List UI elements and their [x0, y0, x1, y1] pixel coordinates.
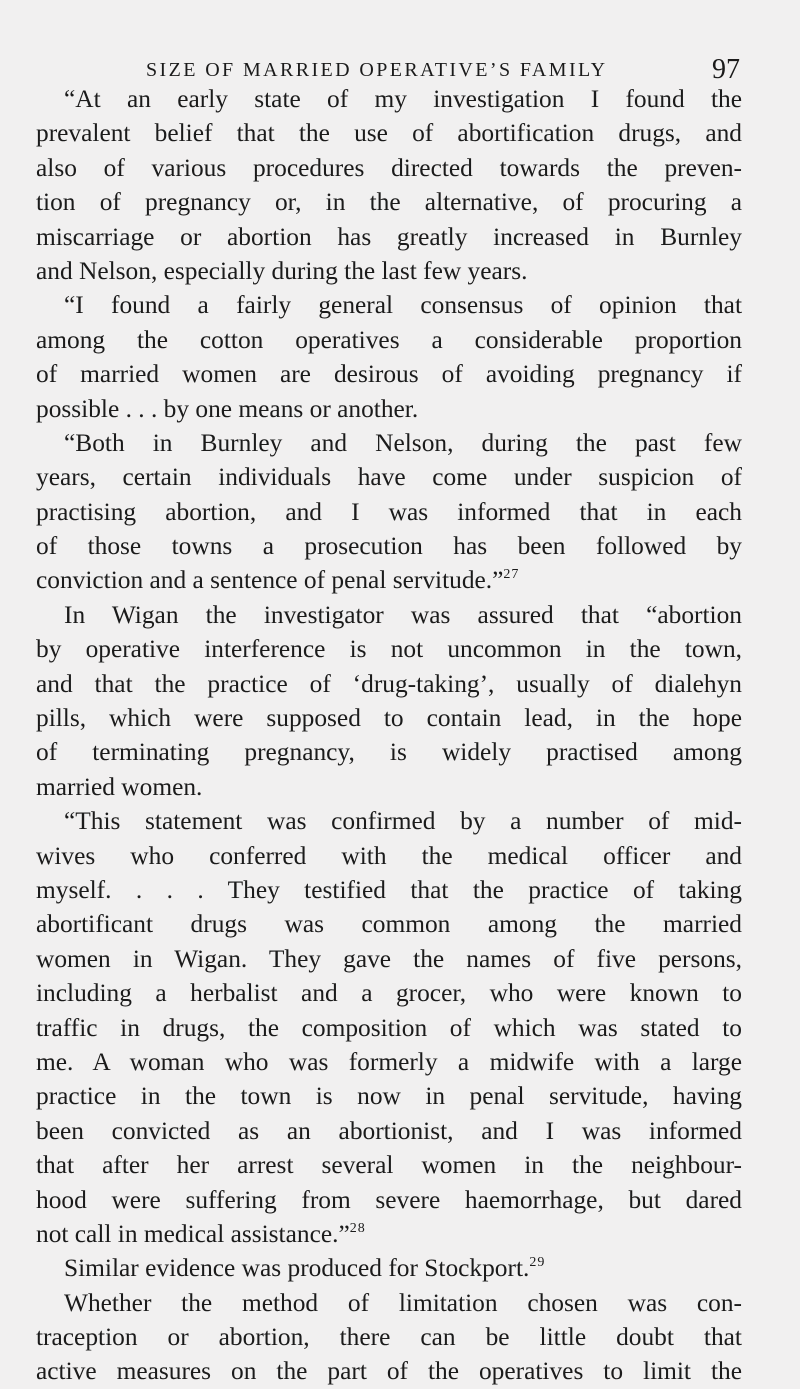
- text-line: [36, 632, 742, 666]
- text-line-content: prevalent belief that the use of abortification drugs, and: [36, 119, 742, 148]
- text-line: [36, 288, 742, 322]
- text-line: [36, 839, 742, 873]
- text-line-content: practice in the town is now in penal servitude, having: [36, 1082, 742, 1111]
- text-line: [36, 770, 742, 804]
- text-line-content: of terminating pregnancy, is widely practised among: [36, 738, 742, 767]
- text-line-content: years, certain individuals have come under suspicion of: [36, 463, 742, 492]
- text-line: [36, 1217, 742, 1251]
- text-line: [36, 392, 742, 426]
- text-line: [36, 495, 742, 529]
- text-line: [36, 907, 742, 941]
- text-line: [36, 116, 742, 150]
- text-line: [36, 701, 742, 735]
- text-line: [36, 942, 742, 976]
- footnote-reference: 27: [503, 567, 520, 583]
- text-line: [36, 151, 742, 185]
- text-line-content: “Both in Burnley and Nelson, during the past few: [64, 428, 742, 457]
- text-line: [36, 1183, 742, 1217]
- text-line: [36, 598, 742, 632]
- text-line: [36, 1045, 742, 1079]
- text-line: [36, 563, 742, 597]
- text-line: [36, 1320, 742, 1354]
- body-text: [36, 82, 742, 1389]
- text-line: [36, 1011, 742, 1045]
- text-line-content: hood were suffering from severe haemorrhage, but dared: [36, 1185, 742, 1214]
- text-line-content: Whether the method of limitation chosen was con-: [64, 1288, 742, 1317]
- text-line: [36, 1286, 742, 1320]
- text-line-content: “At an early state of my investigation I found the: [64, 85, 742, 113]
- text-line: [36, 220, 742, 254]
- text-line: [36, 1114, 742, 1148]
- text-line: [36, 804, 742, 838]
- text-line: [36, 254, 742, 288]
- footnote-reference: 28: [349, 1220, 366, 1236]
- text-line-content: married women.: [36, 772, 203, 801]
- text-line: [36, 873, 742, 907]
- page-number: 97: [712, 54, 740, 85]
- text-line-content: possible . . . by one means or another.: [36, 394, 419, 423]
- text-line: [36, 460, 742, 494]
- text-line: [36, 1354, 742, 1388]
- text-line-content: tion of pregnancy or, in the alternative, of procuring a: [36, 188, 742, 217]
- text-line-content: of married women are desirous of avoiding pregnancy if: [36, 360, 742, 389]
- text-line: [36, 185, 742, 219]
- text-line-content: and that the practice of ‘drug-taking’, usually of dialehyn: [36, 669, 742, 698]
- text-line-content: by operative interference is not uncommon in the town,: [36, 635, 742, 664]
- text-line-content: practising abortion, and I was informed that in each: [36, 497, 742, 526]
- text-line: [36, 529, 742, 563]
- text-line: [36, 1251, 742, 1285]
- text-line-content: traffic in drugs, the composition of which was stated to: [36, 1013, 742, 1042]
- text-line-content: of those towns a prosecution has been followed by: [36, 532, 742, 561]
- text-line-content: that after her arrest several women in the neighbour-: [36, 1151, 742, 1180]
- text-line-content: “This statement was confirmed by a number of mid-: [64, 807, 742, 836]
- text-line: [36, 976, 742, 1010]
- text-line-content: miscarriage or abortion has greatly increased in Burnley: [36, 222, 742, 251]
- text-line: [36, 1079, 742, 1113]
- text-line-content: and Nelson, especially during the last few years.: [36, 256, 528, 285]
- text-line: [36, 1148, 742, 1182]
- text-line-content: women in Wigan. They gave the names of five persons,: [36, 944, 742, 973]
- text-line-content: been convicted as an abortionist, and I was informed: [36, 1116, 742, 1145]
- text-line-content: not call in medical assistance.”: [36, 1219, 350, 1248]
- text-line-content: including a herbalist and a grocer, who were known to: [36, 979, 742, 1008]
- text-line: [36, 667, 742, 701]
- text-line-content: “I found a fairly general consensus of opinion that: [64, 291, 742, 320]
- text-line-content: Similar evidence was produced for Stockport.: [64, 1254, 530, 1283]
- text-line-content: traception or abortion, there can be little doubt that: [36, 1323, 742, 1352]
- footnote-reference: 29: [529, 1255, 546, 1271]
- text-line-content: among the cotton operatives a considerable proportion: [36, 325, 742, 354]
- text-line: [36, 323, 742, 357]
- text-line: [36, 82, 742, 116]
- text-line-content: conviction and a sentence of penal servitude.”: [36, 566, 504, 595]
- text-line-content: also of various procedures directed towards the preven-: [36, 153, 742, 182]
- text-line-content: me. A woman who was formerly a midwife with a large: [36, 1047, 742, 1076]
- text-line-content: abortificant drugs was common among the married: [36, 910, 742, 939]
- text-line: [36, 426, 742, 460]
- text-line-content: In Wigan the investigator was assured that “abortion: [64, 600, 742, 629]
- text-line-content: myself. . . . They testified that the practice of taking: [36, 875, 742, 904]
- text-line-content: pills, which were supposed to contain lead, in the hope: [36, 704, 742, 733]
- text-line-content: wives who conferred with the medical officer and: [36, 841, 742, 870]
- running-head-title: SIZE OF MARRIED OPERATIVE’S FAMILY: [146, 59, 608, 81]
- text-line: [36, 735, 742, 769]
- text-line: [36, 357, 742, 391]
- text-line-content: active measures on the part of the operatives to limit the: [36, 1357, 742, 1386]
